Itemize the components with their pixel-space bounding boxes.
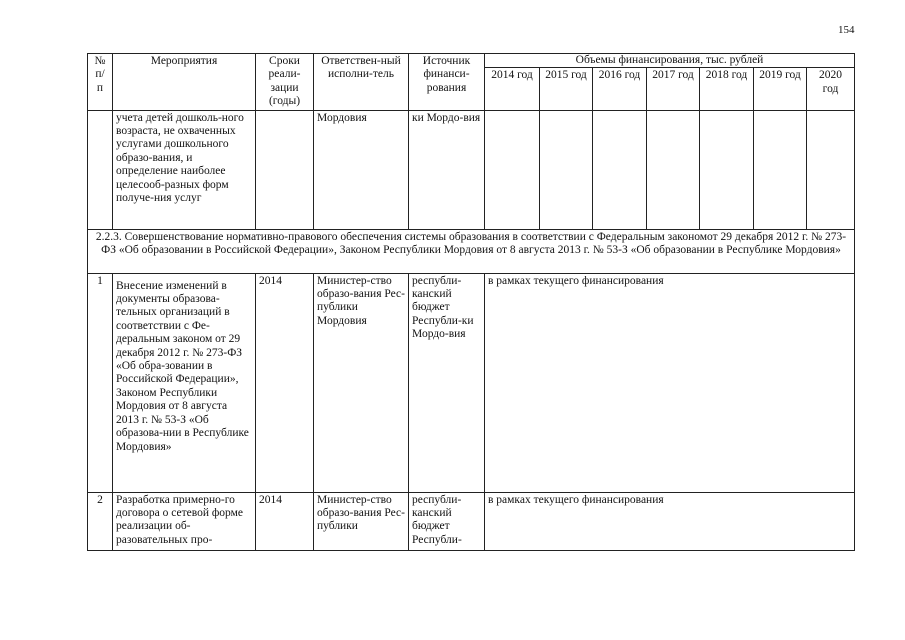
header-year: 2016 год	[593, 68, 647, 110]
row-activity: Разработка примерно-го договора о сетевой форме реализации об-разовательных про-	[113, 492, 256, 550]
header-funding: Объемы финансирования, тыс. рублей	[485, 54, 855, 68]
header-year: 2019 год	[754, 68, 807, 110]
row-year-cell	[540, 110, 593, 229]
header-responsible: Ответствен-ный исполни-тель	[314, 54, 409, 111]
row-source: республи-канский бюджет Республи-	[409, 492, 485, 550]
row-term	[256, 110, 314, 229]
header-terms: Сроки реали-зации (годы)	[256, 54, 314, 111]
table-row	[88, 110, 855, 229]
row-responsible: Мордовия	[314, 110, 409, 229]
row-activity: Внесение изменений в документы образова-тельных организаций в соответствии с Фе-деральным законом от 29 декабря 2012 г. № 273-ФЗ «Об обра-зовании в Российской Федерации», Законом Республики Мордовия от 8 августа 2013 г. № 53-З «Об образова-нии в Республике Мордовия»	[113, 273, 256, 492]
page-number: 154	[838, 24, 855, 36]
table-header-row	[88, 54, 855, 68]
row-year-cell	[807, 110, 855, 229]
row-funding: в рамках текущего финансирования	[485, 273, 855, 492]
row-term: 2014	[256, 492, 314, 550]
row-source: ки Мордо-вия	[409, 110, 485, 229]
row-source: республи-канский бюджет Республи-ки Мордо-вия	[409, 273, 485, 492]
section-title: 2.2.3. Совершенствование нормативно-правового обеспечения системы образования в соответствии с Федеральным закономот 29 декабря 2012 г. № 273-ФЗ «Об образовании в Российской Федерации», Законом Республики Мордовия от 8 августа 2013 г. № 53-З «Об образовании в Республике Мордовия»	[88, 229, 855, 273]
header-year: 2017 год	[647, 68, 700, 110]
row-responsible: Министер-ство образо-вания Рес-публики Мордовия	[314, 273, 409, 492]
row-year-cell	[754, 110, 807, 229]
row-year-cell	[647, 110, 700, 229]
row-num	[88, 110, 113, 229]
header-year: 2018 год	[700, 68, 754, 110]
header-year: 2015 год	[540, 68, 593, 110]
row-activity: учета детей дошколь-ного возраста, не охваченных услугами дошкольного образо-вания, и определение наиболее целесооб-разных форм получе-ния услуг	[113, 110, 256, 229]
header-num: № п/ п	[88, 54, 113, 111]
row-year-cell	[700, 110, 754, 229]
header-year: 2020 год	[807, 68, 855, 110]
row-num: 1	[88, 273, 113, 492]
row-year-cell	[593, 110, 647, 229]
table-row	[88, 273, 855, 492]
row-funding: в рамках текущего финансирования	[485, 492, 855, 550]
funding-plan-table	[87, 53, 855, 551]
row-term: 2014	[256, 273, 314, 492]
row-num: 2	[88, 492, 113, 550]
row-responsible: Министер-ство образо-вания Рес-публики	[314, 492, 409, 550]
header-source: Источник финанси-рования	[409, 54, 485, 111]
section-row	[88, 229, 855, 273]
header-activities: Мероприятия	[113, 54, 256, 111]
header-year: 2014 год	[485, 68, 540, 110]
row-year-cell	[485, 110, 540, 229]
table-row	[88, 492, 855, 550]
